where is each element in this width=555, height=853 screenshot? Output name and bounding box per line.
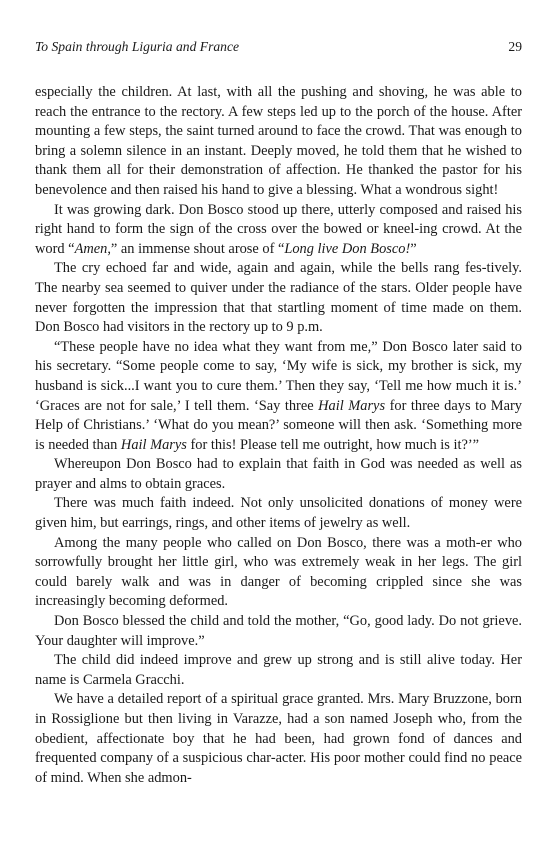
italic-text: Hail Marys (120, 436, 187, 453)
text-run: The child did indeed improve and grew up strong and is still alive today. Her name is Carmela Gracchi. (35, 652, 522, 688)
paragraph-p7 (35, 534, 522, 612)
text-run: It was growing dark. Don Bosco stood up there, utterly composed and raised his right hand to form the sign of the cross over the bowed or kneel-ing crowd. At the word “ (35, 201, 522, 257)
text-run: Among the many people who called on Don Bosco, there was a moth-er who sorrowfully brought her little girl, who was extremely weak in her legs. The girl could barely walk and was in danger of becoming crippled since she was increasingly becoming deformed. (35, 534, 522, 610)
italic-text: Hail Marys (318, 397, 386, 414)
paragraph-p3 (35, 259, 522, 337)
text-run: ,” an immense shout arose of “ (107, 240, 285, 257)
text-run: for this! Please tell me outright, how much is it?’” (186, 436, 480, 453)
paragraph-p8 (35, 612, 522, 651)
italic-text: Amen (74, 240, 108, 257)
paragraph-p2 (35, 201, 522, 260)
text-run: “These people have no idea what they want from me,” Don Bosco later said to his secretary. “Some people come to say, ‘My wife is sick, my brother is sick, my husband is sick...I want you to cure them.’ Then they say, ‘Tell me how much it is.’ ‘Graces are not for sale,’ I tell them. ‘Say three (35, 338, 522, 414)
text-run: There was much faith indeed. Not only unsolicited donations of money were given him, but earrings, rings, and other items of jewelry as well. (35, 495, 522, 532)
paragraph-p4 (35, 338, 522, 456)
running-title: To Spain through Liguria and France (35, 39, 240, 54)
paragraph-p10 (35, 690, 522, 788)
text-run: Don Bosco blessed the child and told the mother, “Go, good lady. Do not grieve. Your daughter will improve.” (35, 613, 522, 649)
paragraph-p1 (35, 83, 522, 201)
page-number: 29 (508, 39, 522, 54)
running-head (35, 38, 522, 56)
book-page (35, 38, 522, 788)
italic-text: Long live Don Bosco! (284, 240, 411, 257)
text-run: ” (410, 240, 417, 257)
body-text (35, 83, 522, 788)
paragraph-p6 (35, 494, 522, 533)
paragraph-p5 (35, 455, 522, 494)
text-run: Whereupon Don Bosco had to explain that faith in God was needed as well as prayer and alms to obtain graces. (35, 456, 522, 492)
paragraph-p9 (35, 651, 522, 690)
text-run: We have a detailed report of a spiritual grace granted. Mrs. Mary Bruzzone, born in Rossiglione but then living in Varazze, had a son named Joseph who, from the obedient, affectionate boy that he had been, had grown fond of dances and frequented company of a suspicious char-acter. His poor mother could find no peace of mind. When she admon- (35, 691, 522, 786)
text-run: for three days to Mary Help of Christians.’ ‘What do you mean?’ someone will then ask. ‘Something more is needed than (35, 397, 522, 453)
text-run: The cry echoed far and wide, again and again, while the bells rang fes-tively. The nearby sea seemed to quiver under the radiance of the stars. Older people have never forgotten the impression that that startling moment of time made on them. Don Bosco had visitors in the rectory up to 9 p.m. (35, 260, 522, 336)
text-run: especially the children. At last, with all the pushing and shoving, he was able to reach the entrance to the rectory. A few steps led up to the porch of the house. After mounting a few steps, the saint turned around to face the crowd. That was enough to bring a solemn silence in an instant. Deeply moved, he told them that he wished to thank them all for their demonstration of affection. He thanked the pastor for his benevolence and then raised his hand to give a blessing. What a wondrous sight! (35, 84, 522, 198)
